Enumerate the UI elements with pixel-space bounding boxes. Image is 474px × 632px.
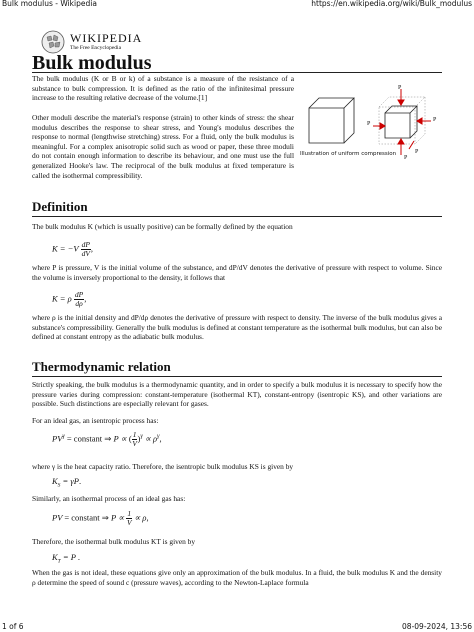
thermodynamic-rule (32, 376, 442, 377)
page-url[interactable]: https://en.wikipedia.org/wiki/Bulk_modulus (311, 0, 472, 8)
equation-density-form: K = ρ $\frac{dP}{d\rho}$ , (52, 290, 87, 308)
definition-paragraph-2: where P is pressure, V is the initial volume of the substance, and dP/dV denotes the derivative of pressure with respect to volume. Since the volume is inversely proportional to the density, it follows that (32, 263, 442, 282)
uniform-compression-figure[interactable] (297, 83, 443, 161)
page-title: Bulk modulus (32, 52, 152, 74)
print-datetime: 08-09-2024, 13:56 (402, 622, 472, 631)
thermo-paragraph-1: Strictly speaking, the bulk modulus is a thermodynamic quantity, and in order to specify a bulk modulus it is necessary to specify how the pressure varies during compression: constant-temperature (isothermal KT), constant-entropy (isentropic KS), and other variations are possible. Such distinctions are especially relevant for gases. (32, 380, 442, 409)
definition-paragraph-1: The bulk modulus K (which is usually positive) can be formally defined by the equation (32, 222, 293, 231)
intro-paragraph-2-head (32, 113, 294, 180)
print-header (0, 0, 474, 10)
equation-kt: $K_T = P$ . (52, 552, 81, 565)
wikipedia-globe-icon[interactable] (41, 30, 65, 54)
tab-title: Bulk modulus - Wikipedia (2, 0, 97, 8)
equation-isentropic: $PV^\gamma$ = constant ⇒ P ∝ ( $\frac{1}{V}$ )$^\gamma \propto \rho^\gamma$, (52, 430, 162, 448)
figure-caption: Illustration of uniform compression (300, 151, 397, 157)
intro-paragraph-1: The bulk modulus (K or B or k) of a substance is a measure of the resistance of a substance to bulk compression. It is defined as the ratio of the infinitesimal pressure increase to the resulting relative decrease of the volume.[1] (32, 74, 294, 103)
print-footer (0, 621, 474, 632)
thermo-paragraph-3: where γ is the heat capacity ratio. Therefore, the isentropic bulk modulus KS is given by (32, 462, 294, 471)
definition-rule (32, 216, 442, 217)
definition-paragraph-3: where ρ is the initial density and dP/dρ denotes the derivative of pressure with respect to density. The inverse of the bulk modulus gives a substance's compressibility. Generally the bulk modulus is defined at constant temperature as the isothermal bulk modulus, but can also be defined at constant entropy as the adiabatic bulk modulus. (32, 313, 442, 342)
svg-text:P: P (367, 121, 371, 127)
thermo-paragraph-6: When the gas is not ideal, these equations give only an approximation of the bulk modulus. In a fluid, the bulk modulus K and the density ρ determine the speed of sound c (pressure waves), according to the Newton-Laplace formula (32, 568, 442, 587)
svg-text:P: P (433, 117, 437, 123)
wikipedia-wordmark[interactable]: WIKIPEDIA (70, 31, 143, 45)
definition-heading: Definition (32, 199, 88, 214)
svg-text:P: P (398, 85, 402, 91)
thermodynamic-heading: Thermodynamic relation (32, 359, 171, 374)
wikipedia-tagline: The Free Encyclopedia (70, 45, 122, 51)
page-number: 1 of 6 (2, 622, 24, 631)
svg-text:P: P (415, 149, 419, 155)
equation-ks: $K_S = \gamma P$. (52, 476, 82, 489)
title-rule (32, 72, 442, 73)
equation-isothermal: PV = constant ⇒ P ∝ $\frac{1}{V}$ ∝ ρ, (52, 509, 149, 527)
thermo-paragraph-2: For an ideal gas, an isentropic process has: (32, 416, 159, 425)
thermo-paragraph-5: Therefore, the isothermal bulk modulus KT is given by (32, 537, 196, 546)
svg-text:P: P (404, 155, 408, 161)
intro-paragraph-2: Other moduli describe the material's response (strain) to other kinds of stress: the shear modulus describes the response to shear stress, and Young's modulus describes the response to normal (lengthwise stretching) stress. For a fluid, only the bulk modulus is meaningful. For a complex anisotropic solid such as wood or paper, these three moduli do not contain enough information to describe its behaviour, and one must use the full generalized Hooke's law. The reciprocal of the bulk modulus at fixed temperature is called the isothermal compressibility. (32, 113, 294, 180)
equation-bulk-modulus: K = −V $\frac{dP}{dV}$ , (52, 240, 94, 258)
thermo-paragraph-4: Similarly, an isothermal process of an ideal gas has: (32, 494, 186, 503)
